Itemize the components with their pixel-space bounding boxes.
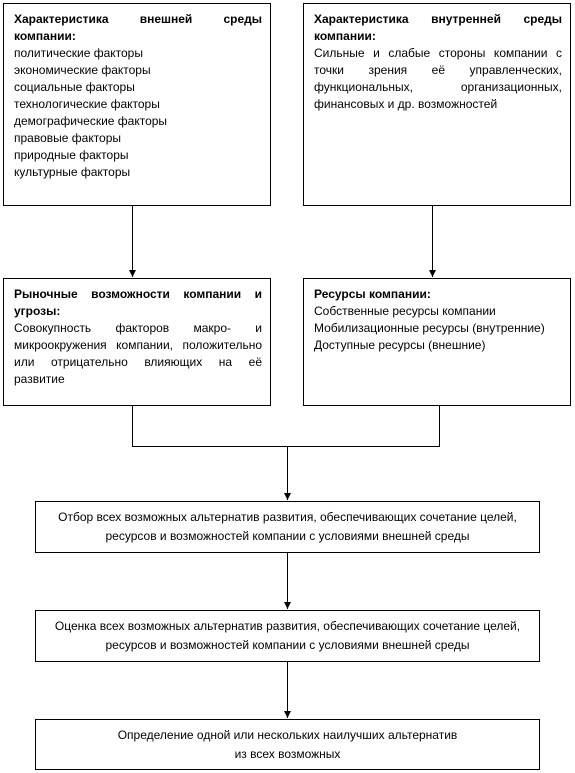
external-factor-item: правовые факторы	[14, 131, 122, 145]
decision-box	[35, 719, 540, 770]
decision-text: Определение одной или нескольких наилучших альтернатив из всех возможных	[117, 727, 458, 761]
external-environment-title: Характеристика внешней среды компании:	[14, 12, 262, 43]
selection-text: Отбор всех возможных альтернатив развития, обеспечивающих сочетание целей, ресурсов и возможностей компании с условиями внешней среды	[58, 510, 517, 543]
internal-environment-box	[303, 3, 571, 206]
company-resources-box	[303, 278, 571, 406]
external-factor-item: социальные факторы	[14, 80, 135, 94]
external-factor-item: технологические факторы	[14, 97, 160, 111]
evaluation-box	[35, 610, 540, 662]
external-factor-item: экономические факторы	[14, 63, 151, 77]
external-factor-item: культурные факторы	[14, 165, 131, 179]
internal-environment-text: Сильные и слабые стороны компании с точки зрения её управленческих, функциональных, организационных, финансовых и др. возможностей	[314, 46, 562, 111]
external-environment-box	[3, 3, 271, 206]
merge-line	[133, 406, 440, 447]
resource-item: Собственные ресурсы компании	[314, 304, 496, 318]
market-opportunities-box	[3, 278, 271, 406]
external-factor-item: природные факторы	[14, 148, 129, 162]
market-opportunities-text: Совокупность факторов макро- и микроокружения компании, положительно или отрицательно влияющих на её развитие	[14, 321, 262, 386]
company-resources-title: Ресурсы компании:	[314, 287, 431, 301]
evaluation-text: Оценка всех возможных альтернатив развития, обеспечивающих сочетание целей, ресурсов и возможностей компании с условиями внешней среды	[54, 619, 521, 652]
resource-item: Мобилизационные ресурсы (внутренние)	[314, 321, 545, 335]
selection-box	[35, 501, 540, 553]
external-factor-item: политические факторы	[14, 46, 143, 60]
resource-item: Доступные ресурсы (внешние)	[314, 338, 486, 352]
external-factor-item: демографические факторы	[14, 114, 168, 128]
market-opportunities-title: Рыночные возможности компании и угрозы:	[14, 287, 262, 318]
internal-environment-title: Характеристика внутренней среды компании:	[314, 12, 562, 43]
